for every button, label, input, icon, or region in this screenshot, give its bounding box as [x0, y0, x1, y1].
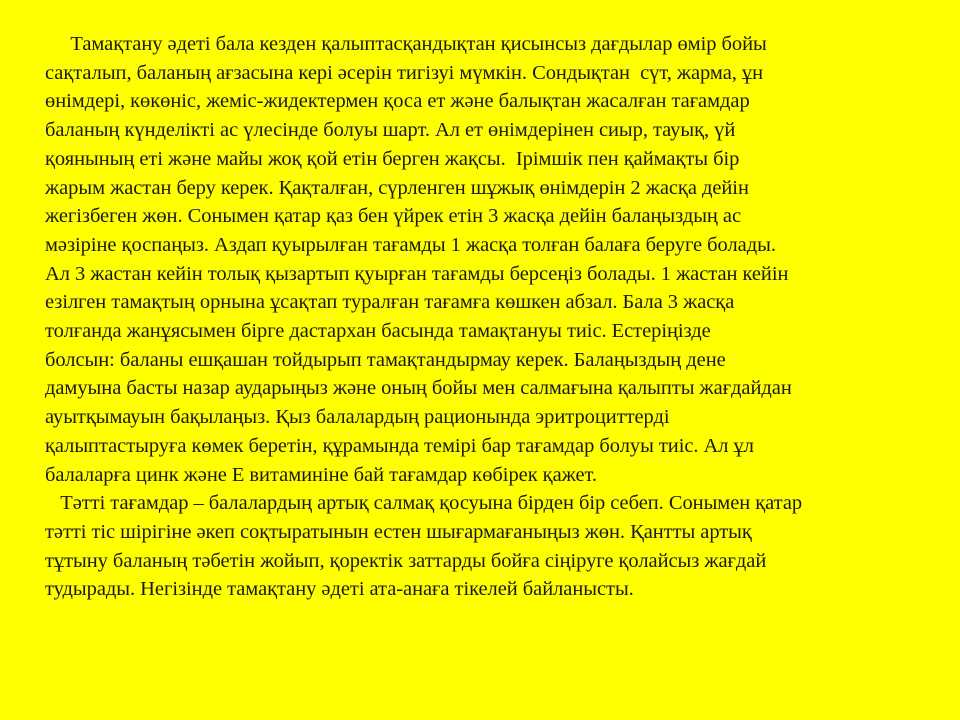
text-line: тудырады. Негізінде тамақтану әдеті ата-анаға тікелей байланысты.	[45, 578, 634, 601]
text-line: Тәтті тағамдар – балалардың артық салмақ қосуына бірден бір себеп. Сонымен қатар	[45, 492, 803, 515]
text-line: қалыптастыруға көмек беретін, құрамында темірі бар тағамдар болуы тиіс. Ал ұл	[45, 434, 754, 457]
text-line: Ал 3 жастан кейін толық қызартып қуырған тағамды берсеңіз болады. 1 жастан кейін	[45, 262, 789, 285]
text-line: езілген тамақтың орнына ұсақтап туралған тағамға көшкен абзал. Бала 3 жасқа	[45, 291, 735, 314]
text-line: мәзіріне қоспаңыз. Аздап қуырылған тағамды 1 жасқа толған балаға беруге болады.	[45, 233, 776, 256]
text-line: Тамақтану әдеті бала кезден қалыптасқандықтан қисынсыз дағдылар өмір бойы	[45, 33, 767, 55]
paragraph-2	[45, 489, 945, 604]
text-line: баланың күнделікті ас үлесінде болуы шарт. Ал ет өнімдерінен сиыр, тауық, үй	[45, 119, 736, 142]
text-line: өнімдері, көкөніс, жеміс-жидектермен қоса ет және балықтан жасалған тағамдар	[45, 90, 750, 113]
text-line: болсын: баланы ешқашан тойдырып тамақтандырмау керек. Балаңыздың дене	[45, 348, 726, 371]
text-line: тұтыну баланың тәбетін жойып, қоректік заттарды бойға сіңіруге қолайсыз жағдай	[45, 549, 767, 572]
text-line: қоянының еті және майы жоқ қой етін берген жақсы. Ірімшік пен қаймақты бір	[45, 147, 740, 170]
paragraph-1	[45, 30, 945, 489]
text-line: тәтті тіс шірігіне әкеп соқтыратынын естен шығармағаныңыз жөн. Қантты артық	[45, 520, 752, 543]
text-line: толғанда жанұясымен бірге дастархан басында тамақтануы тиіс. Естеріңізде	[45, 320, 711, 343]
body-text	[45, 30, 945, 604]
text-line: дамуына басты назар аударыңыз және оның бойы мен салмағына қалыпты жағдайдан	[45, 377, 792, 400]
text-line: балаларға цинк және Е витаминіне бай тағамдар көбірек қажет.	[45, 463, 597, 486]
text-line: жарым жастан беру керек. Қақталған, сүрленген шұжық өнімдерін 2 жасқа дейін	[45, 176, 749, 199]
text-line: ауытқымауын бақылаңыз. Қыз балалардың рационында эритроциттерді	[45, 406, 670, 429]
text-line: сақталып, баланың ағзасына кері әсерін тигізуі мүмкін. Сондықтан сүт, жарма, ұн	[45, 61, 764, 84]
text-line: жегізбеген жөн. Сонымен қатар қаз бен үйрек етін 3 жасқа дейін балаңыздың ас	[45, 205, 742, 228]
